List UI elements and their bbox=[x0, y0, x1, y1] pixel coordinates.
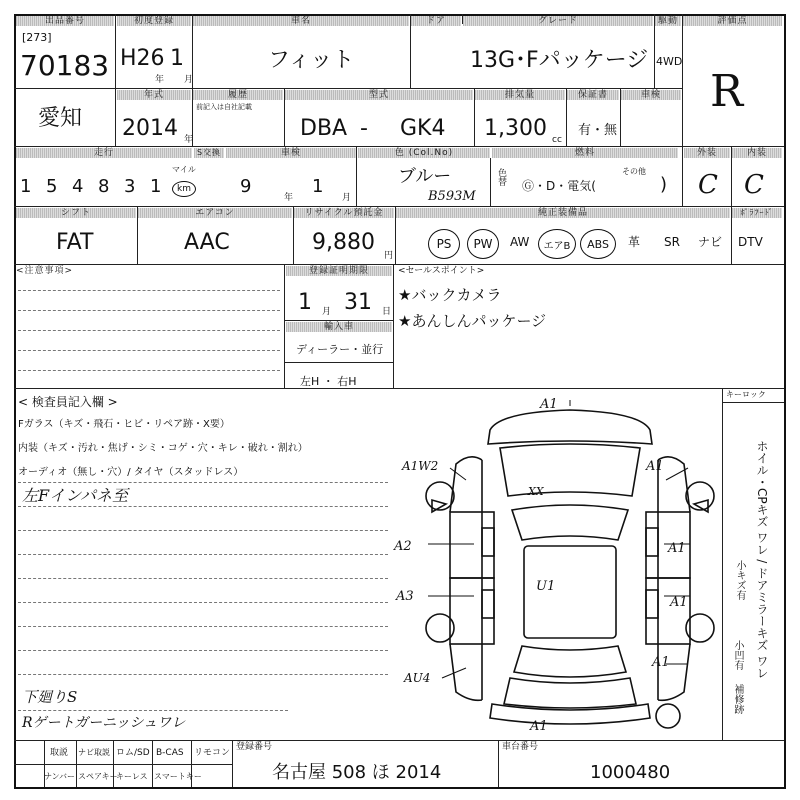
header-displacement: 排気量 bbox=[475, 90, 565, 100]
header-shaken: 車検 bbox=[226, 148, 356, 158]
equip-ps-circled: PS bbox=[428, 229, 460, 259]
mileage-digit-3: 4 bbox=[72, 176, 84, 197]
equip-navi: ナビ bbox=[698, 235, 723, 249]
diag-right-front-fender: A1 bbox=[646, 459, 664, 474]
header-recycle: リサイクル預託金 bbox=[294, 208, 394, 218]
bottom-box-number: ナンバー bbox=[44, 772, 76, 781]
header-notes: <注意事項> bbox=[16, 266, 74, 276]
header-chassis-no: 車台番号 bbox=[502, 742, 539, 752]
reg-expiry-month: 1 bbox=[298, 290, 312, 315]
score-value: R bbox=[710, 66, 744, 117]
color-sub: 色替 bbox=[498, 169, 508, 188]
unit-km-circled: km bbox=[172, 181, 196, 197]
bottom-box-spare-key: スペアキー bbox=[78, 772, 118, 781]
mileage-digit-1: 1 bbox=[20, 176, 32, 197]
exterior-grade: C bbox=[698, 170, 718, 200]
diag-xx: XX bbox=[528, 485, 544, 498]
import-type: ディーラー・並行 bbox=[296, 343, 384, 356]
frame-left bbox=[14, 14, 16, 789]
recycle-value: 9,880 bbox=[312, 230, 375, 255]
unit-month: 月 bbox=[342, 193, 352, 203]
reg-no: 名古屋 508 ほ 2014 bbox=[272, 762, 442, 783]
model-sep: - bbox=[360, 116, 368, 141]
header-door: ドア bbox=[411, 16, 461, 26]
diag-left-rear-door: A3 bbox=[396, 589, 414, 604]
unit-month: 月 bbox=[184, 75, 194, 85]
model-code: GK4 bbox=[400, 116, 446, 141]
header-inspection: 車検 bbox=[621, 90, 681, 100]
header-mileage: 走行 bbox=[16, 148, 192, 158]
region: 愛知 bbox=[38, 106, 83, 131]
side-note-4: 補修跡 bbox=[732, 684, 743, 714]
header-color: 色 (Col.No) bbox=[358, 148, 490, 158]
unit-year: 年 bbox=[184, 135, 194, 145]
header-grade: グレード bbox=[463, 16, 653, 26]
frame-right bbox=[784, 14, 786, 789]
lot-bracket: [273] bbox=[22, 31, 52, 44]
model-year: 2014 bbox=[122, 116, 178, 141]
header-history: 履歴 bbox=[193, 90, 283, 100]
header-aircon: エアコン bbox=[138, 208, 292, 218]
interior-grade: C bbox=[744, 170, 764, 200]
header-reg-no: 登録番号 bbox=[236, 742, 273, 752]
shaken-year: 9 bbox=[240, 176, 252, 197]
equip-sunroof: SR bbox=[664, 235, 680, 249]
unit-mile: マイル bbox=[172, 165, 196, 174]
import-handle: 左H ・ 右H bbox=[300, 375, 357, 388]
first-reg-month: 1 bbox=[170, 46, 184, 71]
color-code: B593M bbox=[428, 189, 476, 204]
header-first-reg: 初度登録 bbox=[117, 16, 191, 26]
color-name: ブルー bbox=[398, 166, 452, 187]
side-note-2: 小キズ有 bbox=[734, 560, 745, 600]
diag-rear: A1 bbox=[530, 719, 548, 734]
frame-bottom bbox=[14, 787, 786, 789]
inspector-hand-1: 左Fインパネ至 bbox=[22, 486, 128, 505]
grade: 13G･Fパッケージ bbox=[470, 48, 649, 73]
bottom-box-manual: 取説 bbox=[50, 748, 69, 758]
diag-front: A1 bbox=[540, 397, 558, 412]
recycle-unit: 円 bbox=[384, 251, 394, 261]
mileage-digit-6: 1 bbox=[150, 176, 162, 197]
history-sub: 前記入は自社記載 bbox=[196, 103, 252, 111]
side-note-1: ホイル・CPキズ ワレ / ドアミラーキズ ワレ bbox=[755, 440, 769, 679]
mileage-digit-2: 5 bbox=[46, 176, 58, 197]
header-warranty: 保証書 bbox=[567, 90, 619, 100]
equip-leather: 革 bbox=[628, 235, 641, 249]
fuel-close: ) bbox=[660, 174, 668, 195]
header-model: 型式 bbox=[285, 90, 473, 100]
unit-day: 日 bbox=[382, 307, 392, 317]
header-exterior: 外装 bbox=[684, 148, 730, 158]
header-model-year: 年式 bbox=[117, 90, 191, 100]
unit-year: 年 bbox=[284, 193, 294, 203]
shaken-month: 1 bbox=[312, 176, 324, 197]
header-aero: ﾎﾟﾗﾌｰﾄﾞ bbox=[732, 208, 782, 218]
bottom-box-keyless: キーレス bbox=[116, 772, 148, 781]
header-import: 輸入車 bbox=[286, 322, 392, 332]
equip-airbag-circled: エアB bbox=[538, 229, 576, 259]
equip-dtv: DTV bbox=[738, 235, 763, 249]
inspector-line-2: 内装（キズ・汚れ・焦げ・シミ・コゲ・穴・キレ・破れ・割れ） bbox=[18, 443, 308, 454]
model-prefix: DBA bbox=[300, 116, 348, 141]
warranty: 有・無 bbox=[578, 123, 618, 138]
header-shift: シフト bbox=[16, 208, 136, 218]
shift-value: FAT bbox=[56, 230, 94, 255]
sales-point-2: ★あんしんパッケージ bbox=[398, 312, 547, 330]
reg-expiry-day: 31 bbox=[344, 290, 372, 315]
fuel-options: Ⓖ・D・電気( bbox=[522, 179, 596, 193]
diag-left-front-fender: A1W2 bbox=[402, 459, 439, 473]
inspector-line-3: オーディオ（無し・穴）/ タイヤ（スタッドレス） bbox=[18, 467, 244, 478]
header-sales-points: <セールスポイント> bbox=[398, 266, 485, 276]
equip-abs-circled: ABS bbox=[580, 229, 616, 259]
diag-right-rear-qtr: A1 bbox=[652, 655, 670, 670]
bottom-box-smart-key: スマートキー bbox=[154, 772, 202, 781]
header-fuel: 燃料 bbox=[492, 148, 678, 158]
header-drive: 駆動 bbox=[655, 16, 681, 26]
chassis-no: 1000480 bbox=[590, 762, 671, 783]
header-meter-swap: S交換 bbox=[194, 148, 224, 158]
bottom-box-bcas: B-CAS bbox=[156, 748, 184, 758]
drive: 4WD bbox=[656, 55, 683, 68]
header-equipment: 純正装備品 bbox=[396, 208, 730, 218]
diag-right-rear-door: A1 bbox=[670, 595, 688, 610]
mileage-digit-5: 3 bbox=[124, 176, 136, 197]
inspector-hand-2: 下廻りS bbox=[22, 688, 78, 706]
header-keyless: キーロック bbox=[726, 390, 766, 399]
bottom-box-rom-sd: ロム/SD bbox=[116, 748, 150, 758]
sales-point-1: ★バックカメラ bbox=[398, 286, 502, 304]
car-damage-diagram bbox=[420, 397, 720, 740]
mileage-digit-4: 8 bbox=[98, 176, 110, 197]
equip-aw: AW bbox=[510, 235, 530, 249]
header-lot: 出品番号 bbox=[16, 16, 114, 26]
header-reg-expiry: 登録証明期限 bbox=[286, 266, 392, 276]
inspector-line-1: Fガラス（キズ・飛石・ヒビ・リペア跡・X要） bbox=[18, 419, 230, 430]
diag-left-front-door: A2 bbox=[394, 539, 412, 554]
inspector-hand-3: Rゲートガーニッシュワレ bbox=[22, 715, 186, 731]
bottom-box-remote: リモコン bbox=[194, 748, 231, 758]
diag-roof: U1 bbox=[536, 579, 556, 594]
unit-month: 月 bbox=[322, 307, 332, 317]
inspector-title: < 検査員記入欄 > bbox=[18, 395, 118, 409]
first-reg-era: H26 bbox=[120, 46, 165, 71]
car-name: フィット bbox=[268, 48, 355, 73]
side-note-3: 小凹有 bbox=[732, 640, 743, 670]
aircon-value: AAC bbox=[184, 230, 230, 255]
unit-cc: cc bbox=[552, 135, 562, 145]
displacement: 1,300 bbox=[484, 116, 547, 141]
header-interior: 内装 bbox=[732, 148, 782, 158]
equip-pw-circled: PW bbox=[467, 229, 499, 259]
lot-number: 70183 bbox=[20, 49, 110, 82]
header-car-name: 車名 bbox=[193, 16, 409, 26]
diag-right-front-door: A1 bbox=[668, 541, 686, 556]
header-score: 評価点 bbox=[683, 16, 782, 26]
diag-left-rear-qtr: AU4 bbox=[404, 671, 431, 685]
bottom-box-navi-manual: ナビ取説 bbox=[78, 748, 110, 757]
unit-year: 年 bbox=[155, 75, 165, 85]
fuel-other: その他 bbox=[622, 167, 646, 176]
